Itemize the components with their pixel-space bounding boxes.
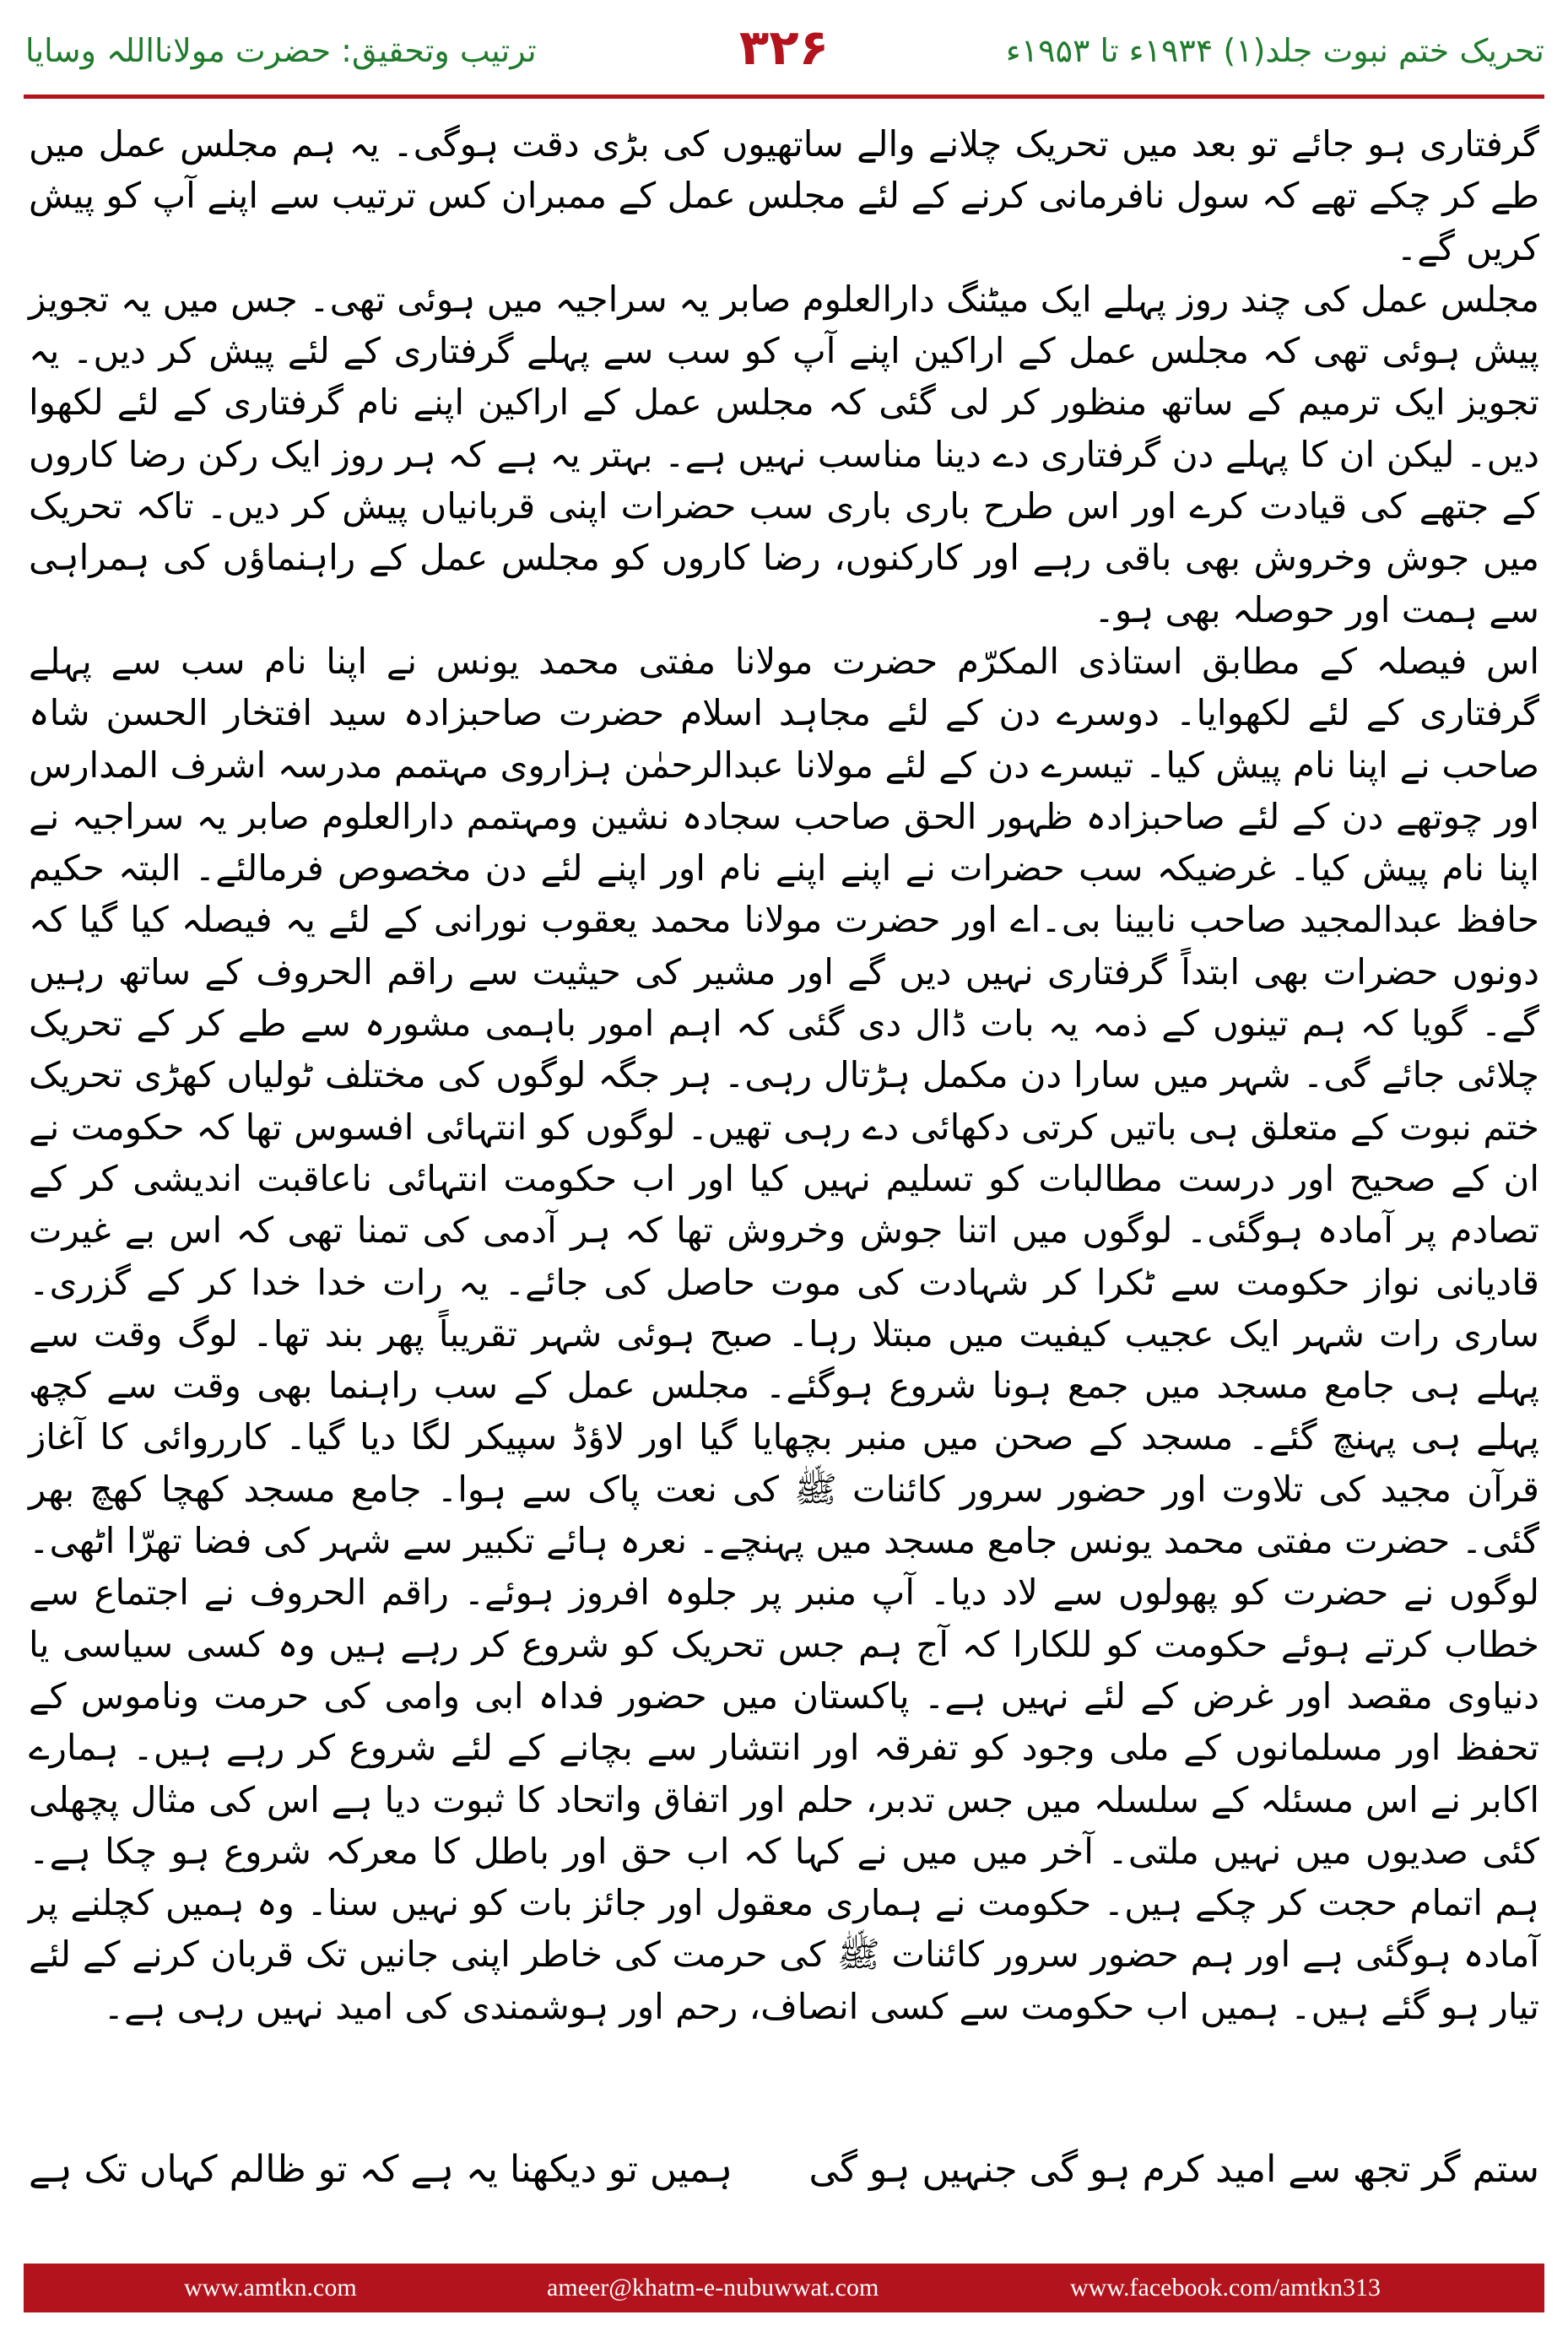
- paragraph: مجلس عمل کی چند روز پہلے ایک میٹنگ دارالعلوم صابر یہ سراجیہ میں ہوئی تھی۔ جس میں یہ تجویز پیش ہوئی تھی کہ مجلس عمل کے اراکین اپنے آپ کو سب سے پہلے گرفتاری کے لئے پیش کر دیں۔ یہ تجویز ایک ترمیم کے ساتھ منظور کر لی گئی کہ مجلس عمل کے اراکین اپنے نام گرفتاری کے لئے لکھوا دیں۔ لیکن ان کا پہلے دن گرفتاری دے دینا مناسب نہیں ہے۔ بہتر یہ ہے کہ ہر روز ایک رکن رضا کاروں کے جتھے کی قیادت کرے اور اس طرح باری باری سب حضرات اپنی قربانیاں پیش کر دیں۔ تاکہ تحریک میں جوش وخروش بھی باقی رہے اور کارکنوں، رضا کاروں کو مجلس عمل کے راہنماؤں کی ہمراہی سے ہمت اور حوصلہ بھی ہو۔: [29, 278, 1539, 630]
- paragraph: گرفتاری ہو جائے تو بعد میں تحریک چلانے والے ساتھیوں کی بڑی دقت ہوگی۔ یہ ہم مجلس عمل میں طے کر چکے تھے کہ سول نافرمانی کرنے کے لئے مجلس عمل کے ممبران کس ترتیب سے اپنے آپ کو پیش کریں گے۔: [29, 123, 1539, 268]
- book-title: تحریک ختم نبوت جلد(۱) ۱۹۳۴ء تا ۱۹۵۳ء: [1005, 32, 1544, 69]
- page-number: ۳۲۶: [738, 19, 830, 76]
- poetry-couplet: [29, 2148, 1539, 2207]
- compiler-credit: ترتیب وتحقیق: حضرت مولانااللہ وسایا: [25, 32, 537, 69]
- facebook-link[interactable]: www.facebook.com/amtkn313: [1070, 2274, 1381, 2301]
- paragraph: اس فیصلہ کے مطابق استاذی المکرّم حضرت مولانا مفتی محمد یونس نے اپنا نام سب سے پہلے گرفتاری کے لئے لکھوایا۔ دوسرے دن کے لئے مجاہد اسلام حضرت صاحبزادہ سید افتخار الحسن شاہ صاحب نے اپنا نام پیش کیا۔ تیسرے دن کے لئے مولانا عبدالرحمٰن ہزاروی مہتمم مدرسہ اشرف المدارس اور چوتھے دن کے لئے صاحبزادہ ظہور الحق صاحب سجادہ نشین ومہتمم دارالعلوم صابر یہ سراجیہ نے اپنا نام پیش کیا۔ غرضیکہ سب حضرات نے اپنے اپنے نام اور اپنے لئے دن مخصوص فرمالئے۔ البتہ حکیم حافظ عبدالمجید صاحب نابینا بی۔اے اور حضرت مولانا محمد یعقوب نورانی کے لئے یہ فیصلہ کیا گیا کہ دونوں حضرات بھی ابتداً گرفتاری نہیں دیں گے اور مشیر کی حیثیت سے راقم الحروف کے ساتھ رہیں گے۔ گویا کہ ہم تینوں کے ذمہ یہ بات ڈال دی گئی کہ اہم امور باہمی مشورہ سے طے کر کے تحریک چلائی جائے گی۔ شہر میں سارا دن مکمل ہڑتال رہی۔ ہر جگہ لوگوں کی مختلف ٹولیاں کھڑی تحریک ختم نبوت کے متعلق ہی باتیں کرتی دکھائی دے رہی تھیں۔ لوگوں کو انتہائی افسوس تھا کہ حکومت نے ان کے صحیح اور درست مطالبات کو تسلیم نہیں کیا اور اب حکومت انتہائی ناعاقبت اندیشی کر کے تصادم پر آمادہ ہوگئی۔ لوگوں میں اتنا جوش وخروش تھا کہ ہر آدمی کی تمنا تھی کہ اس بے غیرت قادیانی نواز حکومت سے ٹکرا کر شہادت کی موت حاصل کی جائے۔ یہ رات خدا خدا کر کے گزری۔ ساری رات شہر ایک عجیب کیفیت میں مبتلا رہا۔ صبح ہوئی شہر تقریباً پھر بند تھا۔ لوگ وقت سے پہلے ہی جامع مسجد میں جمع ہونا شروع ہوگئے۔ مجلس عمل کے سب راہنما بھی وقت سے کچھ پہلے ہی پہنچ گئے۔ مسجد کے صحن میں منبر بچھایا گیا اور لاؤڈ سپیکر لگا دیا گیا۔ کارروائی کا آغاز قرآن مجید کی تلاوت اور حضور سرور کائنات ﷺ کی نعت پاک سے ہوا۔ جامع مسجد کھچا کھچ بھر گئی۔ حضرت مفتی محمد یونس جامع مسجد میں پہنچے۔ نعرہ ہائے تکبیر سے شہر کی فضا تھرّا اٹھی۔ لوگوں نے حضرت کو پھولوں سے لاد دیا۔ آپ منبر پر جلوہ افروز ہوئے۔ راقم الحروف نے اجتماع سے خطاب کرتے ہوئے حکومت کو للکارا کہ آج ہم جس تحریک کو شروع کر رہے ہیں وہ کسی سیاسی یا دنیاوی مقصد اور غرض کے لئے نہیں ہے۔ پاکستان میں حضور فداہ ابی وامی کی حرمت وناموس کے تحفظ اور مسلمانوں کے ملی وجود کو تفرقہ اور انتشار سے بچانے کے لئے شروع کر رہے ہیں۔ ہمارے اکابر نے اس مسئلہ کے سلسلہ میں جس تدبر، حلم اور اتفاق واتحاد کا ثبوت دیا ہے اس کی مثال پچھلی کئی صدیوں میں نہیں ملتی۔ آخر میں میں نے کہا کہ اب حق اور باطل کا معرکہ شروع ہو چکا ہے۔ ہم اتمام حجت کر چکے ہیں۔ حکومت نے ہماری معقول اور جائز بات کو نہیں سنا۔ وہ ہمیں کچلنے پر آمادہ ہوگئی ہے اور ہم حضور سرور کائنات ﷺ کی حرمت کی خاطر اپنی جانیں تک قربان کرنے کے لئے تیار ہو گئے ہیں۔ ہمیں اب حکومت سے کسی انصاف، رحم اور ہوشمندی کی امید نہیں رہی ہے۔: [29, 640, 1540, 2027]
- verse-line-right: ستم گر تجھ سے امید کرم ہو گی جنہیں ہو گی: [808, 2148, 1539, 2191]
- page-header: [0, 0, 1568, 95]
- verse-line-left: ہمیں تو دیکھنا یہ ہے کہ تو ظالم کہاں تک ہے: [29, 2148, 733, 2191]
- body-text: [29, 118, 1539, 2032]
- email-link[interactable]: ameer@khatm-e-nubuwwat.com: [547, 2274, 879, 2301]
- page-footer: [24, 2264, 1544, 2312]
- website-link[interactable]: www.amtkn.com: [184, 2274, 357, 2301]
- header-divider: [24, 95, 1544, 99]
